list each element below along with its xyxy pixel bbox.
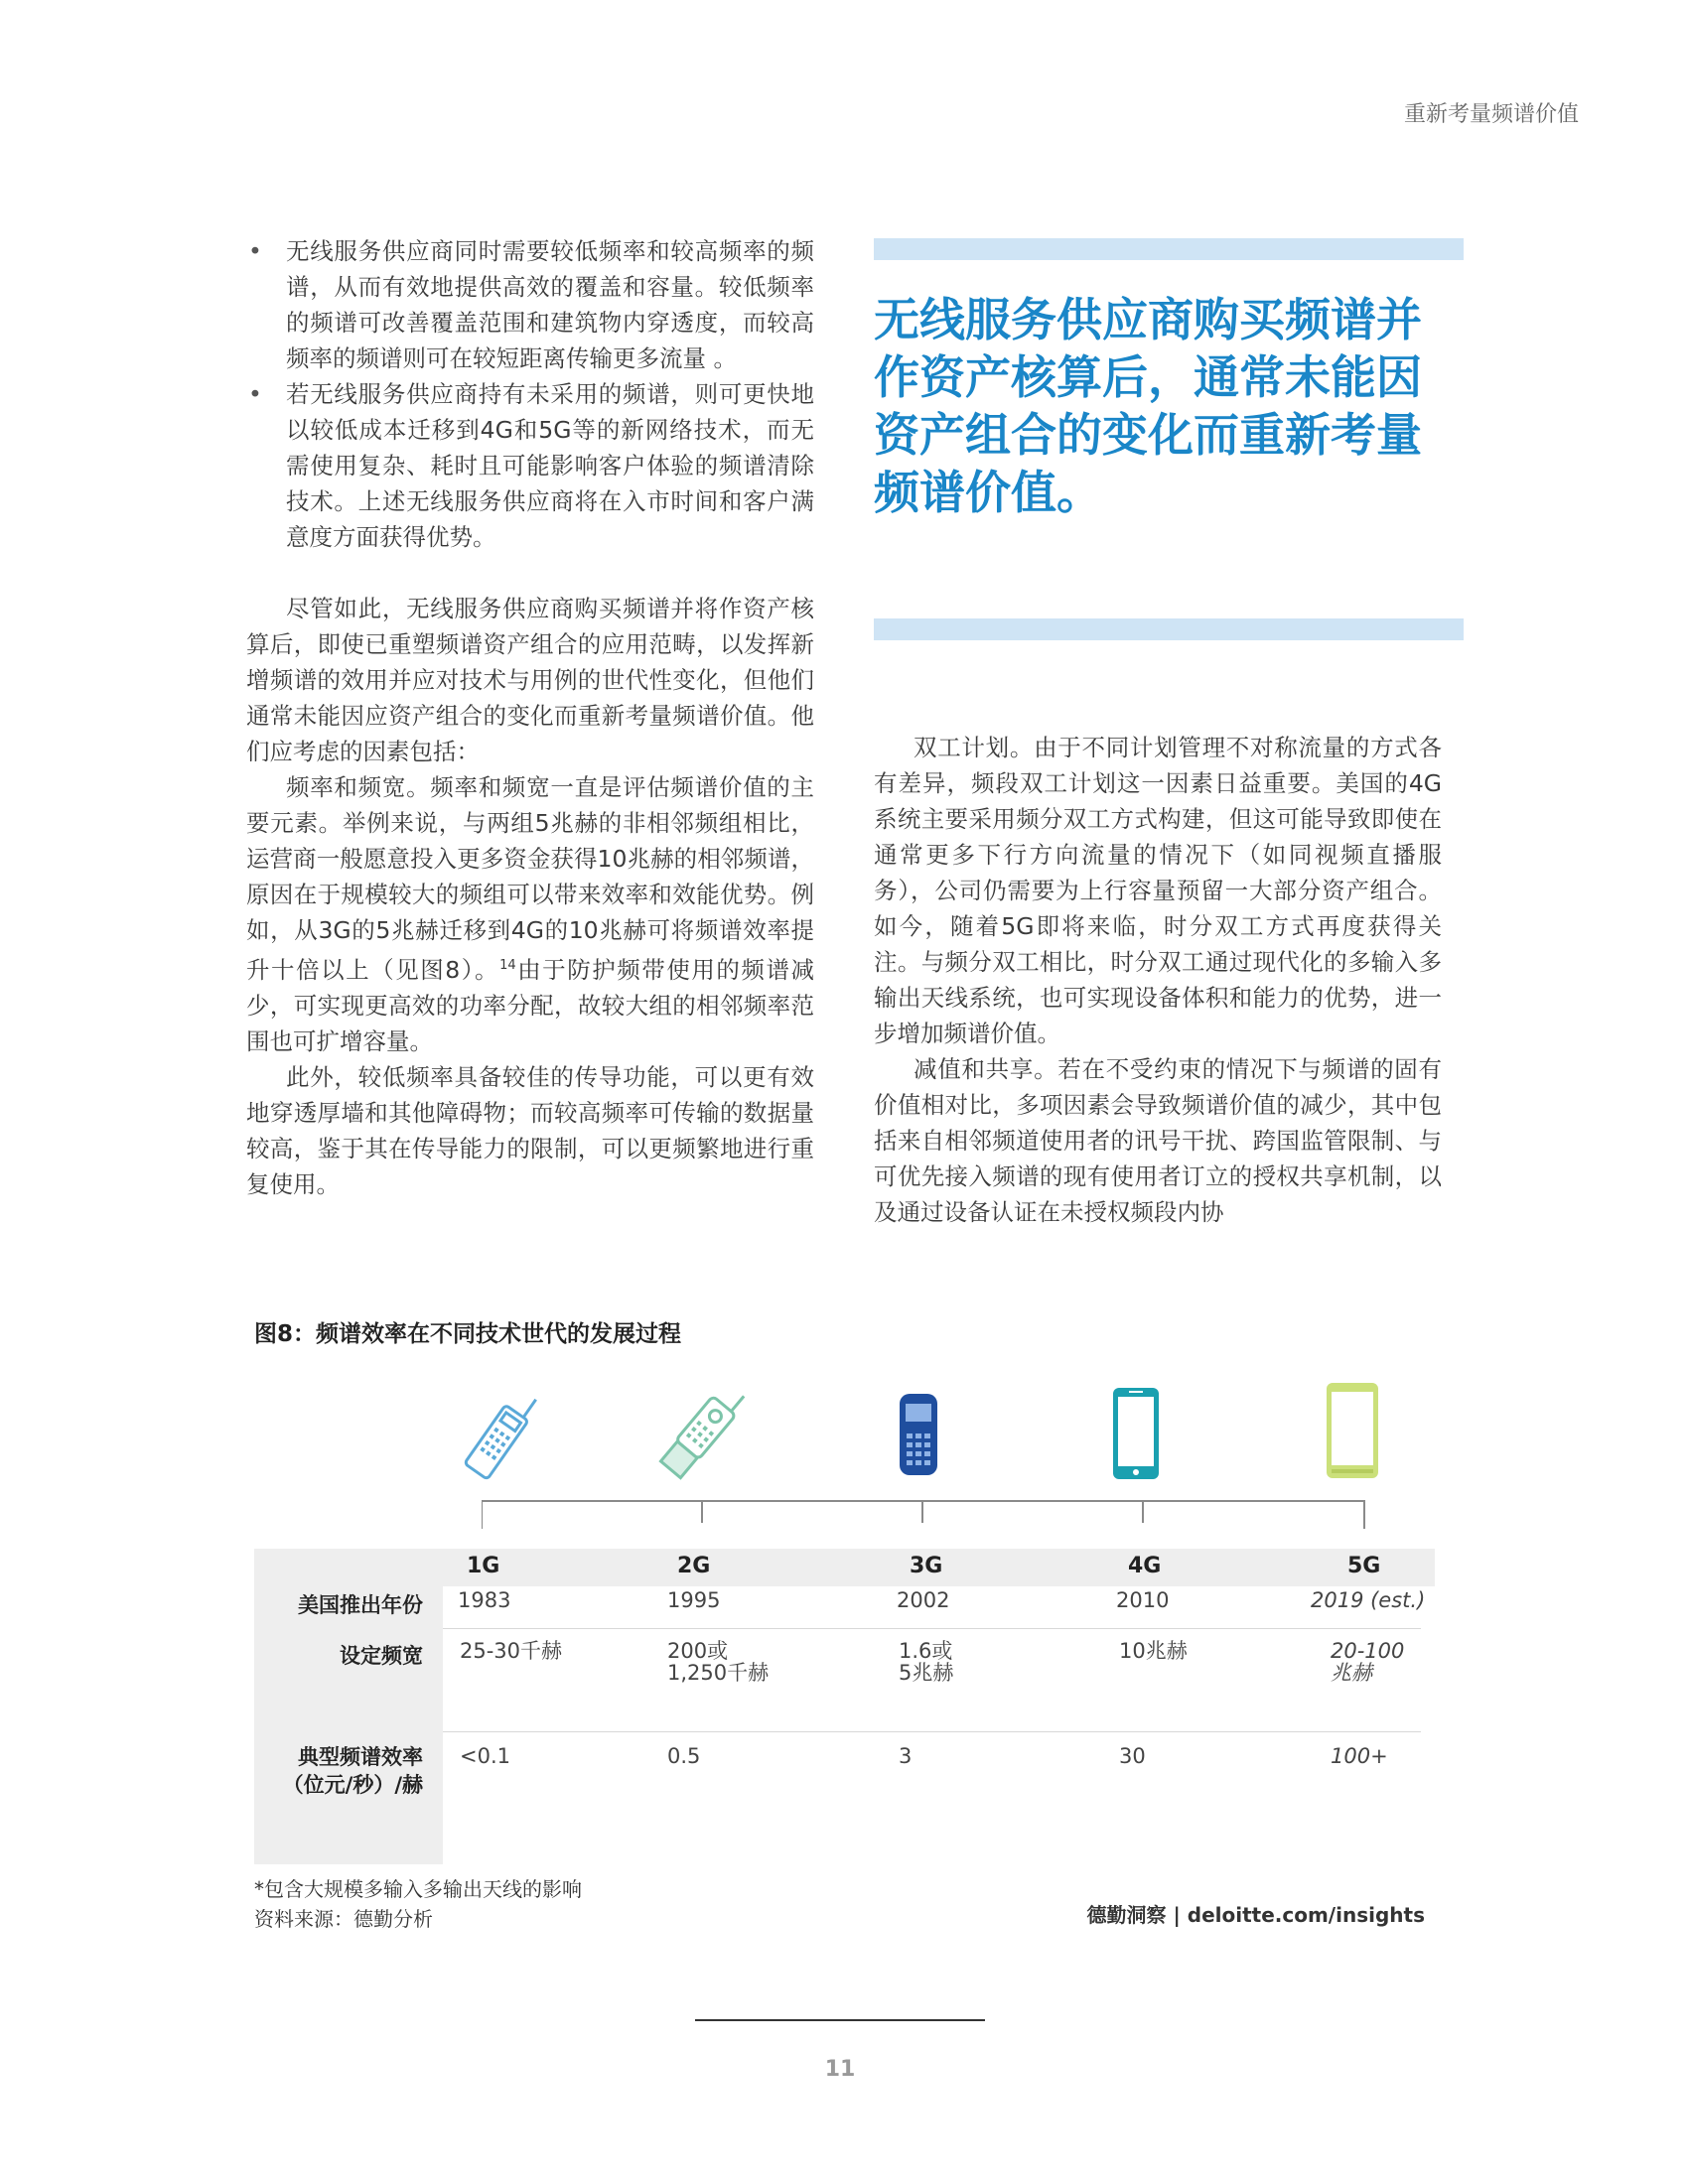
bullet-dot: • [248,237,262,265]
cell-1g-efficiency: <0.1 [460,1744,510,1768]
cell-1g-year: 1983 [458,1588,511,1612]
paragraph-frequency-bandwidth: 频率和频宽。频率和频宽一直是评估频谱价值的主要元素。举例来说，与两组5兆赫的非相邻频组相比，运营商一般愿意投入更多资金获得10兆赫的相邻频谱，原因在于规模较大的频组可以带来效率和效能优势。例如，从3G的5兆赫迁移到4G的10兆赫可将频谱效率提升十倍以上（见图8）。$^{14}$由于防护频带使用的频谱减少，可实现更高效的功率分配，故较大组的相邻频率范围也可扩增容量。 [246,773,815,1055]
cell-3g-efficiency: 3 [899,1744,913,1768]
4g-phone-icon [1109,1385,1163,1482]
paragraph-low-frequency: 此外，较低频率具备较佳的传导功能，可以更有效地穿透厚墙和其他障碍物；而较高频率可传输的数据量较高，鉴于其在传导能力的限制，可以更频繁地进行重复使用。 [246,1062,814,1198]
pull-quote: 无线服务供应商购买频谱并作资产核算后，通常未能因资产组合的变化而重新考量频谱价值。 [874,293,1422,519]
running-header: 重新考量频谱价值 [1403,102,1579,127]
timeline-axis [482,1499,1365,1529]
2g-phone-icon [645,1375,755,1489]
gen-header-1g: 1G [467,1554,500,1578]
paragraph-duplex: 双工计划。由于不同计划管理不对称流量的方式各有差异，频段双工计划这一因素日益重要。美国的4G系统主要采用频分双工方式构建，但这可能导致即使在通常更多下行方向流量的情况下（如同视频直播服务），公司仍需要为上行容量预留一大部分资产组合。如今，随着5G即将来临，时分双工方式再度获得关注。与频分双工相比，时分双工通过现代化的多输入多输出天线系统，也可实现设备体积和能力的优势，进一步增加频谱价值。 [874,734,1442,1047]
footer-rule [695,2019,985,2021]
gen-header-2g: 2G [677,1554,711,1578]
bullet-list [246,233,814,555]
pull-quote-bottom-bar [874,618,1464,640]
row-label-efficiency: 典型频谱效率 （位元/秒）/赫 [282,1745,423,1797]
figure-footnote: *包含大规模多输入多输出天线的影响 [254,1877,582,1901]
cell-5g-bandwidth: 20-100 兆赫 [1331,1639,1405,1685]
pull-quote-top-bar [874,238,1464,260]
cell-2g-bandwidth: 200或 1,250千赫 [667,1639,770,1685]
row-label-year: 美国推出年份 [298,1593,423,1617]
left-column [246,233,814,1202]
cell-5g-efficiency: 100+ [1331,1744,1388,1768]
cell-3g-bandwidth: 1.6或 5兆赫 [899,1639,954,1685]
right-column [874,730,1442,1230]
figure-source: 资料来源：德勤分析 [254,1907,433,1931]
bullet-item-2: • 若无线服务供应商持有未采用的频谱，则可更快地以较低成本迁移到4G和5G等的新网络技术，而无需使用复杂、耗时且可能影响客户体验的频谱清除技术。上述无线服务供应商将在入市时间和客户满意度方面获得优势。 [246,376,814,555]
gen-header-3g: 3G [910,1554,943,1578]
gen-header-5g: 5G [1347,1554,1381,1578]
figure-title: 图8：频谱效率在不同技术世代的发展过程 [254,1321,682,1347]
5g-phone-icon [1323,1380,1382,1481]
cell-3g-year: 2002 [897,1588,950,1612]
cell-2g-year: 1995 [667,1588,721,1612]
bullet-dot: • [248,380,262,408]
cell-4g-efficiency: 30 [1119,1744,1146,1768]
cell-5g-year: 2019 (est.) [1311,1588,1426,1612]
footnote-ref: 14 [499,958,516,973]
paragraph-intro: 尽管如此，无线服务供应商购买频谱并将作资产核算后，即使已重塑频谱资产组合的应用范畴，以发挥新增频谱的效用并应对技术与用例的世代性变化，但他们通常未能因应资产组合的变化而重新考量频谱价值。他们应考虑的因素包括： [246,595,814,765]
figure-notes [254,1874,582,1934]
gen-header-4g: 4G [1128,1554,1162,1578]
page-number: 11 [824,2057,856,2082]
3g-phone-icon [894,1390,943,1479]
bullet-item-1: • 无线服务供应商同时需要较低频率和较高频率的频谱，从而有效地提供高效的覆盖和容量。较低频率的频谱可改善覆盖范围和建筑物内穿透度，而较高频率的频谱则可在较短距离传输更多流量 。 [246,233,814,376]
1g-phone-icon [455,1380,544,1489]
cell-4g-year: 2010 [1116,1588,1170,1612]
cell-4g-bandwidth: 10兆赫 [1119,1639,1188,1663]
row-divider [443,1731,1421,1732]
brand-link[interactable]: 德勤洞察 | deloitte.com/insights [1086,1903,1425,1927]
row-label-bandwidth: 设定频宽 [340,1644,423,1668]
paragraph-impairment: 减值和共享。若在不受约束的情况下与频谱的固有价值相对比，多项因素会导致频谱价值的减少，其中包括来自相邻频道使用者的讯号干扰、跨国监管限制、与可优先接入频谱的现有使用者订立的授权共享机制，以及通过设备认证在未授权频段内协 [874,1055,1442,1226]
cell-2g-efficiency: 0.5 [667,1744,701,1768]
cell-1g-bandwidth: 25-30千赫 [460,1639,563,1663]
row-divider [443,1628,1421,1629]
